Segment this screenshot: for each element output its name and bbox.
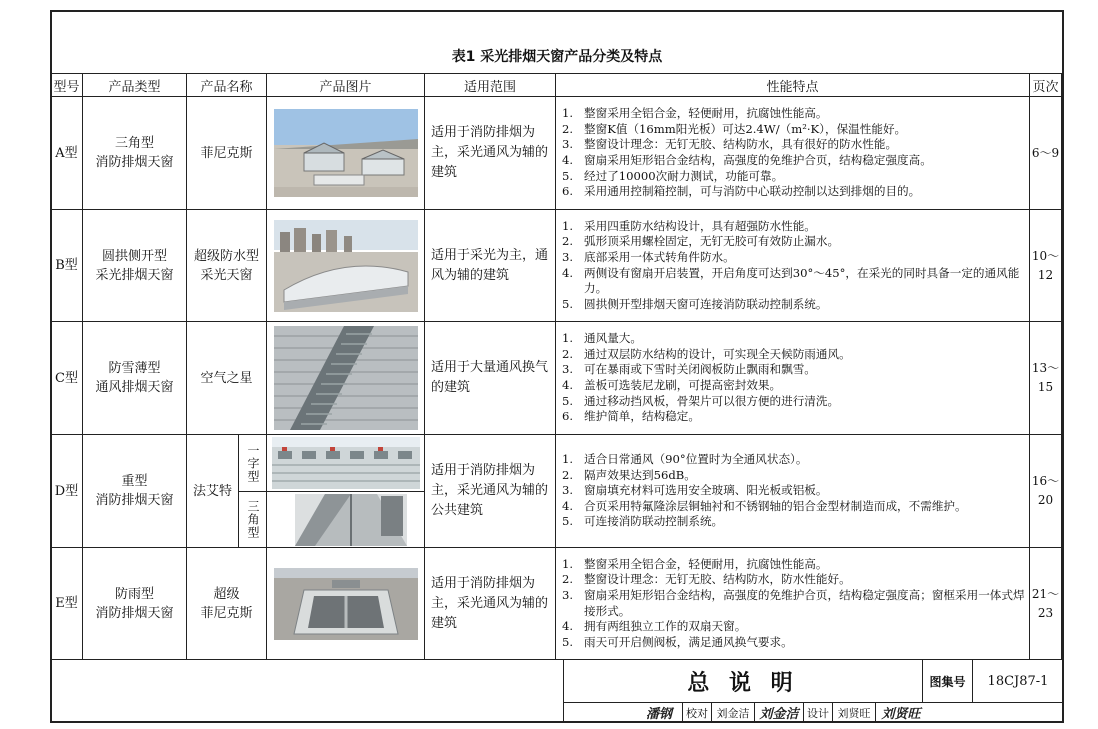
row-e-feature-5: 5. 雨天可开启侧阀板，满足通风换气要求。 bbox=[562, 634, 793, 649]
row-b-name-line1: 超级防水型 bbox=[193, 248, 259, 264]
row-c-type-line2: 通风排烟天窗 bbox=[95, 380, 174, 395]
row-b-pages-line1: 10～ bbox=[1031, 248, 1060, 263]
row-d-photo-1 bbox=[272, 437, 420, 489]
row-d-feature-4: 4. 合页采用特氟隆涂层铜轴衬和不锈钢轴的铝合金型材制造而成，不需维护。 bbox=[562, 498, 967, 513]
row-a-photo bbox=[274, 109, 418, 197]
row-e-feature-2: 2. 整窗设计理念：无钉无胶、结构防水，防水性能好。 bbox=[562, 572, 851, 587]
row-d-subtype-2-label: 三角型 bbox=[246, 500, 260, 539]
header-pages: 页次 bbox=[1030, 74, 1062, 97]
row-c-pages-line2: 15 bbox=[1037, 380, 1054, 394]
row-e-name-line1: 超级 bbox=[213, 586, 240, 602]
check-signature: 刘金洁 bbox=[759, 707, 799, 722]
row-d-pages bbox=[1030, 435, 1062, 548]
row-e-type-line2: 消防排烟天窗 bbox=[95, 605, 174, 621]
row-c-model: C型 bbox=[51, 322, 83, 435]
row-a-model: A型 bbox=[51, 97, 83, 210]
row-d-feature-2: 2. 隔声效果达到56dB。 bbox=[562, 467, 696, 482]
row-b-feature-5: 5. 圆拱侧开型排烟天窗可连接消防联动控制系统。 bbox=[562, 296, 828, 311]
row-b-feature-3: 3. 底部采用一体式转角件防水。 bbox=[562, 249, 735, 264]
row-e-name-line2: 菲尼克斯 bbox=[200, 605, 253, 621]
header-image: 产品图片 bbox=[267, 74, 425, 97]
row-c-type-line1: 防雪薄型 bbox=[108, 361, 161, 376]
row-e-pages-line2: 23 bbox=[1037, 605, 1054, 620]
row-c-feature-5: 5. 通过移动挡风板，骨架片可以很方便的进行清洗。 bbox=[562, 393, 840, 408]
row-b-name bbox=[187, 210, 267, 322]
row-a-name: 菲尼克斯 bbox=[187, 97, 267, 210]
atlas-number: 18CJ87-1 bbox=[987, 674, 1049, 689]
row-d-feature-3: 3. 窗扇填充材料可选用安全玻璃、阳光板或铝板。 bbox=[562, 483, 828, 498]
row-e-feature-3: 3. 窗扇采用矩形铝合金结构，高强度的免维护合页，结构稳定强度高；窗框采用一体式焊接形式。 bbox=[562, 587, 1025, 618]
row-d-type-line2: 消防排烟天窗 bbox=[95, 493, 174, 508]
row-d-scope: 适用于消防排烟为主，采光通风为辅的公共建筑 bbox=[425, 435, 556, 548]
row-d-model: D型 bbox=[51, 435, 83, 548]
row-d-subtype-1 bbox=[239, 435, 267, 492]
review-signature: 潘钢 bbox=[645, 707, 672, 722]
row-d-photo-2 bbox=[295, 494, 407, 546]
row-b-model: B型 bbox=[51, 210, 83, 322]
row-e-pages-line1: 21～ bbox=[1031, 586, 1060, 601]
row-c-feature-4: 4. 盖板可选装尼龙刷，可提高密封效果。 bbox=[562, 378, 782, 392]
row-b-type-line2: 采光排烟天窗 bbox=[95, 267, 174, 283]
row-c-scope: 适用于大量通风换气的建筑 bbox=[425, 322, 556, 435]
row-d-type-line1: 重型 bbox=[121, 474, 148, 489]
row-e-type-line1: 防雨型 bbox=[114, 586, 154, 602]
design-label: 设计 bbox=[807, 706, 829, 720]
row-b-pages bbox=[1030, 210, 1062, 322]
row-b-photo bbox=[274, 220, 418, 312]
row-b-name-line2: 采光天窗 bbox=[200, 267, 253, 283]
row-a-feature-5: 5. 经过了10000次耐力测试，功能可靠。 bbox=[562, 168, 784, 183]
row-b-features bbox=[556, 210, 1030, 322]
row-a-feature-2: 2. 整窗K值（16mm阳光板）可达2.4W/（m²·K），保温性能好。 bbox=[562, 121, 907, 136]
row-c-image-cell bbox=[267, 322, 425, 435]
row-b-pages-line2: 12 bbox=[1037, 267, 1054, 282]
row-a-image-cell bbox=[267, 97, 425, 210]
row-c-pages-line1: 13～ bbox=[1031, 361, 1060, 375]
design-name: 刘贤旺 bbox=[837, 706, 871, 720]
row-d-pages-line2: 20 bbox=[1037, 493, 1054, 507]
row-d-feature-5: 5. 可连接消防联动控制系统。 bbox=[562, 514, 724, 529]
row-e-photo bbox=[274, 568, 418, 640]
row-e-model: E型 bbox=[51, 548, 83, 660]
row-a-feature-6: 6. 采用通用控制箱控制，可与消防中心联动控制以达到排烟的目的。 bbox=[562, 184, 921, 199]
row-e-feature-4: 4. 拥有两组独立工作的双扇天窗。 bbox=[562, 619, 747, 634]
design-signature: 刘贤旺 bbox=[881, 707, 921, 722]
row-c-feature-6: 6. 维护简单，结构稳定。 bbox=[562, 409, 700, 424]
header-name: 产品名称 bbox=[187, 74, 267, 97]
header-features: 性能特点 bbox=[556, 74, 1030, 97]
row-b-feature-4: 4. 两侧设有窗扇开启装置，开启角度可达到30°～45°，在采光的同时具备一定的通风能力。 bbox=[562, 265, 1020, 296]
row-a-features bbox=[556, 97, 1030, 210]
table-title: 表1 采光排烟天窗产品分类及特点 bbox=[451, 49, 663, 65]
row-d-subtype-2 bbox=[239, 492, 267, 548]
row-a-type-line2: 消防排烟天窗 bbox=[95, 155, 174, 170]
titleblock-title: 总 说 明 bbox=[687, 671, 799, 696]
row-d-image-cell-1 bbox=[267, 435, 425, 492]
row-d-features bbox=[556, 435, 1030, 548]
row-a-feature-4: 4. 窗扇采用矩形铝合金结构，高强度的免维护合页，结构稳定强度高。 bbox=[562, 153, 932, 167]
row-d-pages-line1: 16～ bbox=[1031, 474, 1060, 488]
row-a-type bbox=[83, 97, 187, 210]
row-c-features bbox=[556, 322, 1030, 435]
header-model: 型号 bbox=[51, 74, 83, 97]
row-e-scope: 适用于消防排烟为主，采光通风为辅的建筑 bbox=[425, 548, 556, 660]
header-scope: 适用范围 bbox=[425, 74, 556, 97]
row-b-image-cell bbox=[267, 210, 425, 322]
row-e-name bbox=[187, 548, 267, 660]
row-d-name: 法艾特 bbox=[187, 435, 239, 548]
row-c-feature-2: 2. 通过双层防水结构的设计，可实现全天候防雨通风。 bbox=[562, 346, 851, 361]
row-e-pages bbox=[1030, 548, 1062, 660]
check-name: 刘金洁 bbox=[716, 706, 750, 720]
row-a-feature-1: 1. 整窗采用全铝合金，轻便耐用，抗腐蚀性能高。 bbox=[562, 106, 828, 121]
row-a-type-line1: 三角型 bbox=[114, 136, 154, 151]
row-c-feature-1: 1. 通风量大。 bbox=[562, 331, 642, 346]
row-b-scope: 适用于采光为主，通风为辅的建筑 bbox=[425, 210, 556, 322]
row-d-feature-1: 1. 适合日常通风（90°位置时为全通风状态）。 bbox=[562, 452, 808, 467]
row-d-subtype-1-label: 一字型 bbox=[246, 443, 260, 483]
row-e-image-cell bbox=[267, 548, 425, 660]
row-b-feature-2: 2. 弧形顶采用螺栓固定，无钉无胶可有效防止漏水。 bbox=[562, 234, 840, 249]
row-c-type bbox=[83, 322, 187, 435]
row-e-feature-1: 1. 整窗采用全铝合金，轻便耐用，抗腐蚀性能高。 bbox=[562, 556, 828, 571]
row-b-type-line1: 圆拱侧开型 bbox=[101, 248, 167, 264]
atlas-label: 图集号 bbox=[929, 675, 966, 689]
check-label: 校对 bbox=[686, 706, 708, 720]
row-a-pages: 6～9 bbox=[1030, 97, 1062, 210]
row-e-type bbox=[83, 548, 187, 660]
row-c-feature-3: 3. 可在暴雨或下雪时关闭阀板防止飘雨和飘雪。 bbox=[562, 362, 816, 377]
row-a-feature-3: 3. 整窗设计理念：无钉无胶、结构防水，具有很好的防水性能。 bbox=[562, 137, 898, 152]
row-c-name: 空气之星 bbox=[187, 322, 267, 435]
row-b-feature-1: 1. 采用四重防水结构设计，具有超强防水性能。 bbox=[562, 218, 816, 233]
row-c-photo bbox=[274, 326, 418, 430]
row-a-scope: 适用于消防排烟为主，采光通风为辅的建筑 bbox=[425, 97, 556, 210]
header-type: 产品类型 bbox=[83, 74, 187, 97]
row-b-type bbox=[83, 210, 187, 322]
row-d-type bbox=[83, 435, 187, 548]
row-d-image-cell-2 bbox=[267, 492, 425, 548]
row-c-pages bbox=[1030, 322, 1062, 435]
row-e-features bbox=[556, 548, 1030, 660]
